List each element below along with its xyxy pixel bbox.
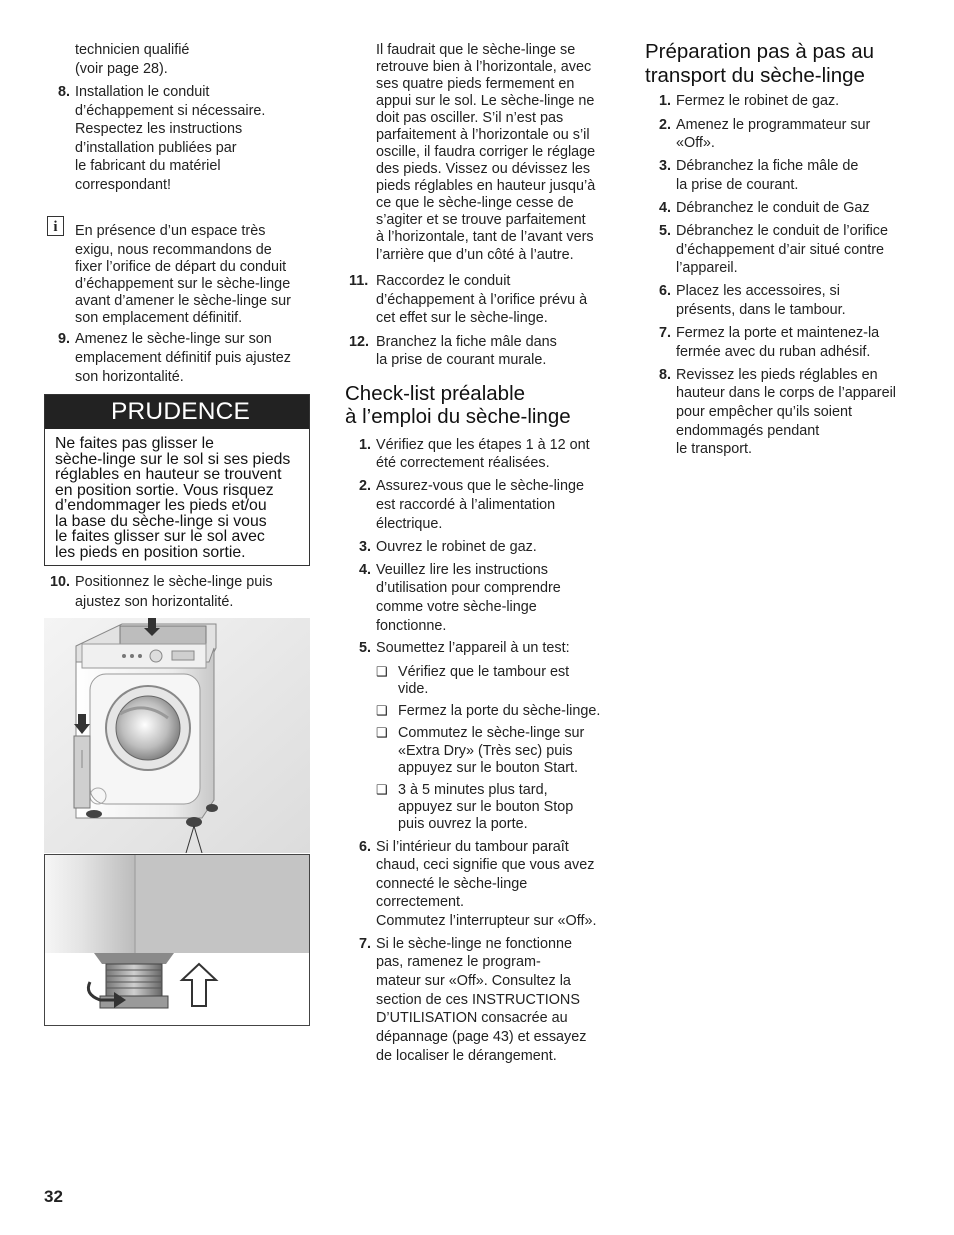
caution-text-line: réglables en hauteur se trouvent (55, 466, 282, 483)
caution-text-line: en position sortie. Vous risquez (55, 482, 274, 499)
transport-step-number: 7. (659, 325, 672, 341)
transport-heading-line: transport du sèche-linge (645, 64, 865, 87)
continued-text-line: des pieds. Vissez ou dévissez les (376, 161, 591, 177)
transport-step-text-line: endommagés pendant (676, 423, 820, 439)
info-text-line: fixer l’orifice de départ du conduit (75, 259, 287, 275)
dryer-illustration (44, 618, 310, 853)
caution-text-line: la base du sèche-linge si vous (55, 513, 267, 530)
step-text-line: emplacement définitif puis ajustez (75, 350, 291, 366)
checklist-text-line: correctement. (376, 894, 464, 910)
transport-step-text-line: la prise de courant. (676, 177, 799, 193)
checklist-number: 3. (359, 539, 372, 555)
step-text-line: le fabricant du matériel (75, 158, 221, 174)
step-text-line: d’échappement à l’orifice prévu à (376, 292, 588, 308)
checklist-number: 4. (359, 562, 372, 578)
checklist-number: 7. (359, 936, 372, 952)
subitem-text-line: appuyez sur le bouton Stop (398, 799, 574, 815)
adjustable-foot-illustration (44, 854, 310, 1026)
continued-text-line: ce que le sèche-linge cesse de (376, 195, 574, 211)
checklist-text-line: connecté le sèche-linge (376, 876, 528, 892)
continued-text-line: l’arrière que d’un côté à l’autre. (376, 247, 574, 263)
checkbox-icon: ❑ (376, 782, 388, 797)
step-text-line: cet effet sur le sèche-linge. (376, 310, 548, 326)
subitem-text-line: vide. (398, 681, 429, 697)
step-number: 9. (58, 331, 71, 347)
page-number: 32 (44, 1187, 63, 1206)
checklist-text-line: de localiser le dérangement. (376, 1048, 557, 1064)
step-text-line: la prise de courant murale. (376, 352, 547, 368)
transport-step-number: 4. (659, 200, 672, 216)
caution-text-line: le faites glisser sur le sol avec (55, 528, 265, 545)
step-text-line: Amenez le sèche-linge sur son (75, 331, 272, 347)
transport-step-text-line: Placez les accessoires, si (676, 283, 840, 299)
checklist-text-line: pas, ramenez le program- (376, 954, 541, 970)
caution-header (45, 395, 309, 429)
step-text-line: son horizontalité. (75, 369, 184, 385)
checkbox-icon: ❑ (376, 664, 388, 679)
transport-heading-line: Préparation pas à pas au (645, 40, 875, 63)
continued-text-line: oscille, il faudra corriger le réglage (376, 144, 596, 160)
transport-step-text-line: présents, dans le tambour. (676, 302, 846, 318)
checklist-text-line: d’utilisation pour comprendre (376, 580, 561, 596)
step-number: 11. (349, 273, 369, 289)
transport-step-number: 5. (659, 223, 672, 239)
checklist-text-line: fonctionne. (376, 618, 447, 634)
checkbox-icon: ❑ (376, 703, 388, 718)
step-text-line: Respectez les instructions (75, 121, 243, 137)
step-text-line: Raccordez le conduit (376, 273, 511, 289)
continued-text-line: s’agiter et se trouve parfaitement (376, 212, 586, 228)
subitem-text-line: Commutez le sèche-linge sur (398, 725, 585, 741)
transport-step-number: 2. (659, 117, 672, 133)
checklist-text-line: Soumettez l’appareil à un test: (376, 640, 570, 656)
step-text-line: d’échappement si nécessaire. (75, 103, 266, 119)
subitem-text-line: appuyez sur le bouton Start. (398, 760, 578, 776)
checklist-text-line: section de ces INSTRUCTIONS (376, 992, 580, 1008)
transport-step-text-line: Fermez le robinet de gaz. (676, 93, 840, 109)
step-text-line: Branchez la fiche mâle dans (376, 334, 557, 350)
checklist-text-line: Si le sèche-linge ne fonctionne (376, 936, 573, 952)
transport-step-text-line: Débranchez le conduit de l’orifice (676, 223, 888, 239)
continued-text-line: technicien qualifié (75, 42, 190, 58)
transport-step-text-line: Revissez les pieds réglables en (676, 367, 878, 383)
subitem-text-line: «Extra Dry» (Très sec) puis (398, 743, 573, 759)
step-number: 8. (58, 84, 71, 100)
checklist-text-line: dépannage (page 43) et essayez (376, 1029, 587, 1045)
transport-step-text-line: fermée avec du ruban adhésif. (676, 344, 871, 360)
transport-step-number: 6. (659, 283, 672, 299)
checklist-text-line: été correctement réalisées. (376, 455, 550, 471)
checklist-number: 6. (359, 839, 372, 855)
transport-step-text-line: «Off». (676, 135, 715, 151)
continued-text-line: à l’horizontale, tant de l’avant vers (376, 229, 594, 245)
step-text-line: correspondant! (75, 177, 171, 193)
caution-box (44, 394, 310, 566)
checklist-number: 5. (359, 640, 372, 656)
step-text-line: d’installation publiées par (75, 140, 237, 156)
checklist-number: 1. (359, 437, 372, 453)
caution-text-line: Ne faites pas glisser le (55, 435, 214, 452)
checklist-text-line: Commutez l’interrupteur sur «Off». (376, 913, 597, 929)
info-text-line: avant d’amener le sèche-linge sur (75, 293, 291, 309)
info-text-line: d’échappement sur le sèche-linge (75, 276, 291, 292)
caution-text-line: d’endommager les pieds et/ou (55, 497, 267, 514)
checklist-heading-line: à l’emploi du sèche-linge (345, 405, 571, 428)
checklist-text-line: mateur sur «Off». Consultez la (376, 973, 571, 989)
transport-step-text-line: Amenez le programmateur sur (676, 117, 871, 133)
checklist-text-line: comme votre sèche-linge (376, 599, 537, 615)
continued-text-line: doit pas osciller. S’il n’est pas (376, 110, 564, 126)
transport-step-text-line: d’échappement d’air situé contre (676, 242, 884, 258)
checklist-text-line: Assurez-vous que le sèche-linge (376, 478, 584, 494)
continued-text-line: retrouve bien à l’horizontale, avec (376, 59, 592, 75)
subitem-text-line: Fermez la porte du sèche-linge. (398, 703, 601, 719)
step-text-line: Installation le conduit (75, 84, 210, 100)
transport-step-text-line: l’appareil. (676, 260, 738, 276)
checklist-number: 2. (359, 478, 372, 494)
checklist-text-line: électrique. (376, 516, 443, 532)
checklist-text-line: Veuillez lire les instructions (376, 562, 548, 578)
transport-step-text-line: hauteur dans le corps de l’appareil (676, 385, 896, 401)
checklist-text-line: Ouvrez le robinet de gaz. (376, 539, 537, 555)
transport-step-text-line: Débranchez la fiche mâle de (676, 158, 859, 174)
checklist-text-line: chaud, ceci signifie que vous avez (376, 857, 595, 873)
step-number: 12. (349, 334, 370, 350)
transport-step-text-line: le transport. (676, 441, 752, 457)
caution-title: PRUDENCE (111, 398, 251, 425)
continued-text-line: ses quatre pieds fermement en (376, 76, 575, 92)
transport-step-number: 8. (659, 367, 672, 383)
continued-text-line: (voir page 28). (75, 61, 168, 77)
caution-text-line: sèche-linge sur le sol si ses pieds (55, 451, 291, 468)
checklist-text-line: Si l’intérieur du tambour paraît (376, 839, 569, 855)
subitem-text-line: 3 à 5 minutes plus tard, (398, 782, 548, 798)
step-number: 10. (50, 574, 71, 590)
continued-text-line: pieds réglables en hauteur jusqu’à (376, 178, 596, 194)
transport-step-text-line: Débranchez le conduit de Gaz (676, 200, 870, 216)
checklist-text-line: Vérifiez que les étapes 1 à 12 ont (376, 437, 590, 453)
continued-text-line: parfaitement à l’horizontale ou s’il (376, 127, 590, 143)
info-icon: i (47, 216, 64, 236)
subitem-text-line: puis ouvrez la porte. (398, 816, 528, 832)
checkbox-icon: ❑ (376, 725, 388, 740)
continued-text-line: Il faudrait que le sèche-linge se (376, 42, 576, 58)
transport-step-text-line: pour empêcher qu’ils soient (676, 404, 852, 420)
transport-step-number: 3. (659, 158, 672, 174)
checklist-text-line: D’UTILISATION consacrée au (376, 1010, 568, 1026)
continued-text-line: appui sur le sol. Le sèche-linge ne (376, 93, 595, 109)
checklist-heading-line: Check-list préalable (345, 382, 526, 405)
info-text-line: son emplacement définitif. (75, 310, 243, 326)
subitem-text-line: Vérifiez que le tambour est (398, 664, 570, 680)
transport-step-text-line: Fermez la porte et maintenez-la (676, 325, 880, 341)
info-text-line: exigu, nous recommandons de (75, 242, 272, 258)
step-text-line: ajustez son horizontalité. (75, 594, 234, 610)
step-text-line: Positionnez le sèche-linge puis (75, 574, 273, 590)
transport-step-number: 1. (659, 93, 672, 109)
caution-text-line: les pieds en position sortie. (55, 544, 246, 561)
checklist-text-line: est raccordé à l’alimentation (376, 497, 556, 513)
info-text-line: En présence d’un espace très (75, 223, 266, 239)
